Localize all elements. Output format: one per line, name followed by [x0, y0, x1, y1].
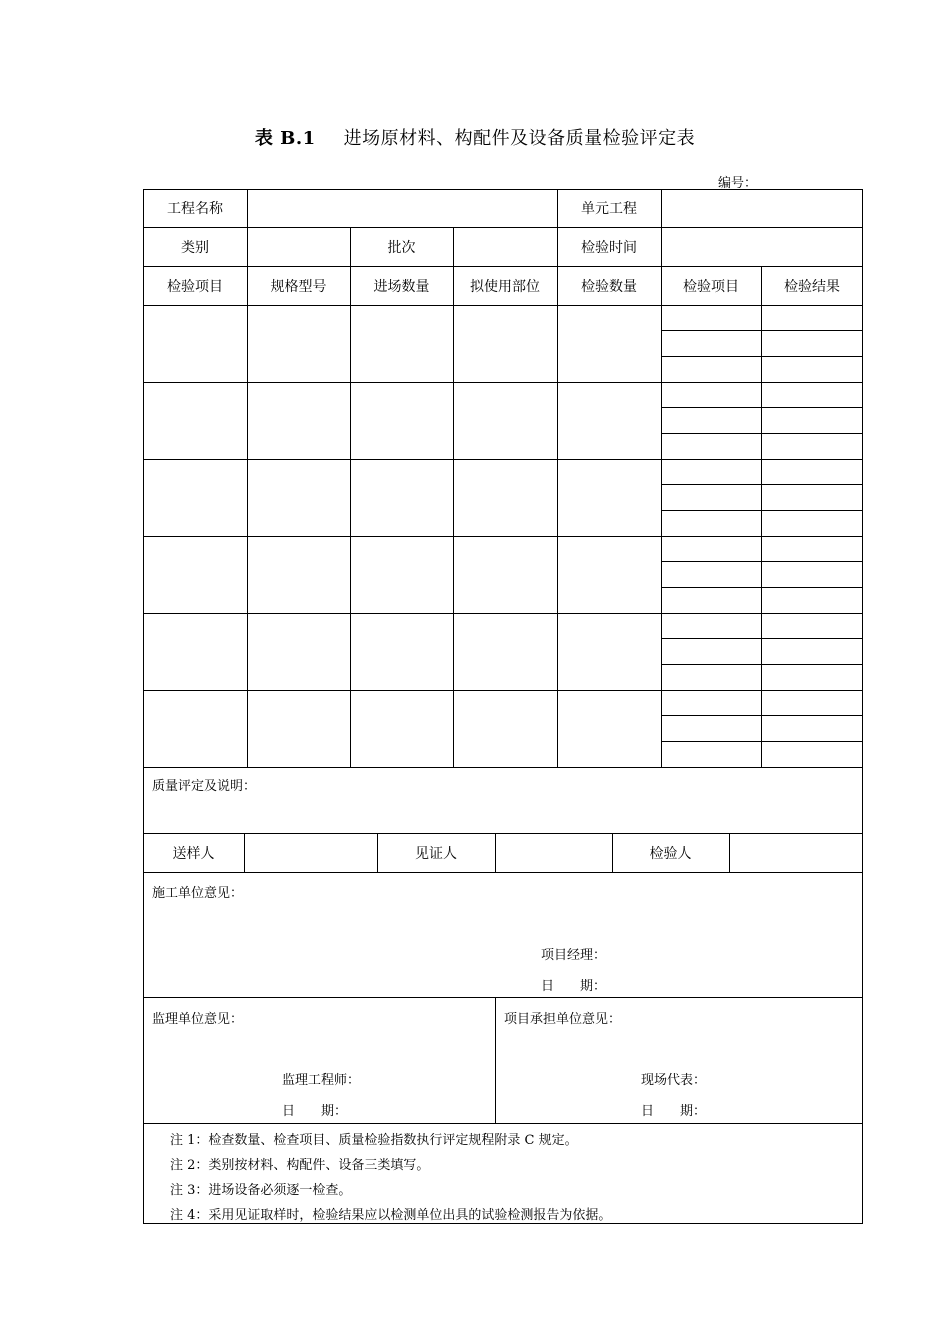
- inspector-label: 检验人: [649, 845, 692, 862]
- sender-label: 送样人: [172, 845, 215, 862]
- construction-opinion-label: 施工单位意见：: [152, 886, 244, 901]
- supervision-date-label: 日 期：: [282, 1104, 348, 1119]
- note-2: 注 2：类别按材料、构配件、设备三类填写。: [170, 1158, 430, 1173]
- table-number: 表 B.1: [254, 128, 316, 149]
- header-inspection-qty: 检验数量: [581, 278, 637, 295]
- note-1: 注 1：检查数量、检查项目、质量检验指数执行评定规程附录 C 规定。: [170, 1133, 578, 1148]
- category-label: 类别: [181, 239, 209, 256]
- sender-field[interactable]: [245, 834, 376, 871]
- header-spec-model: 规格型号: [270, 278, 327, 295]
- header-intended-location: 拟使用部位: [470, 278, 540, 295]
- supervision-opinion-label: 监理单位意见：: [152, 1012, 244, 1027]
- construction-date-label: 日 期：: [541, 979, 607, 994]
- serial-number-label: 编号：: [718, 176, 758, 191]
- note-3: 注 3：进场设备必须逐一检查。: [170, 1183, 352, 1198]
- quality-eval-label: 质量评定及说明：: [152, 779, 257, 794]
- form-title: [0, 124, 950, 150]
- witness-label: 见证人: [415, 845, 457, 862]
- project-manager-label: 项目经理：: [541, 948, 607, 963]
- witness-field[interactable]: [496, 834, 611, 871]
- supervising-engineer-label: 监理工程师：: [282, 1073, 361, 1088]
- unit-project-field[interactable]: [662, 190, 862, 226]
- batch-field[interactable]: [454, 228, 556, 265]
- project-name-label: 工程名称: [167, 201, 223, 217]
- inspection-time-field[interactable]: [662, 228, 862, 265]
- project-name-field[interactable]: [248, 190, 556, 226]
- batch-label: 批次: [387, 239, 416, 256]
- header-test-item: 检验项目: [683, 278, 739, 295]
- note-4: 注 4：采用见证取样时，检验结果应以检测单位出具的试验检测报告为依据。: [170, 1208, 612, 1223]
- form-frame: [143, 189, 863, 1224]
- unit-project-label: 单元工程: [581, 201, 637, 217]
- inspection-time-label: 检验时间: [581, 239, 637, 256]
- contractor-opinion-label: 项目承担单位意见：: [504, 1012, 622, 1027]
- header-inspection-item: 检验项目: [167, 278, 223, 295]
- contractor-date-label: 日 期：: [641, 1104, 707, 1119]
- header-incoming-qty: 进场数量: [373, 278, 430, 295]
- header-test-result: 检验结果: [784, 278, 840, 295]
- quality-eval-field[interactable]: [144, 795, 862, 832]
- category-field[interactable]: [248, 228, 349, 265]
- table-title: 进场原材料、构配件及设备质量检验评定表: [343, 128, 696, 149]
- inspector-field[interactable]: [730, 834, 862, 871]
- site-representative-label: 现场代表：: [641, 1073, 707, 1088]
